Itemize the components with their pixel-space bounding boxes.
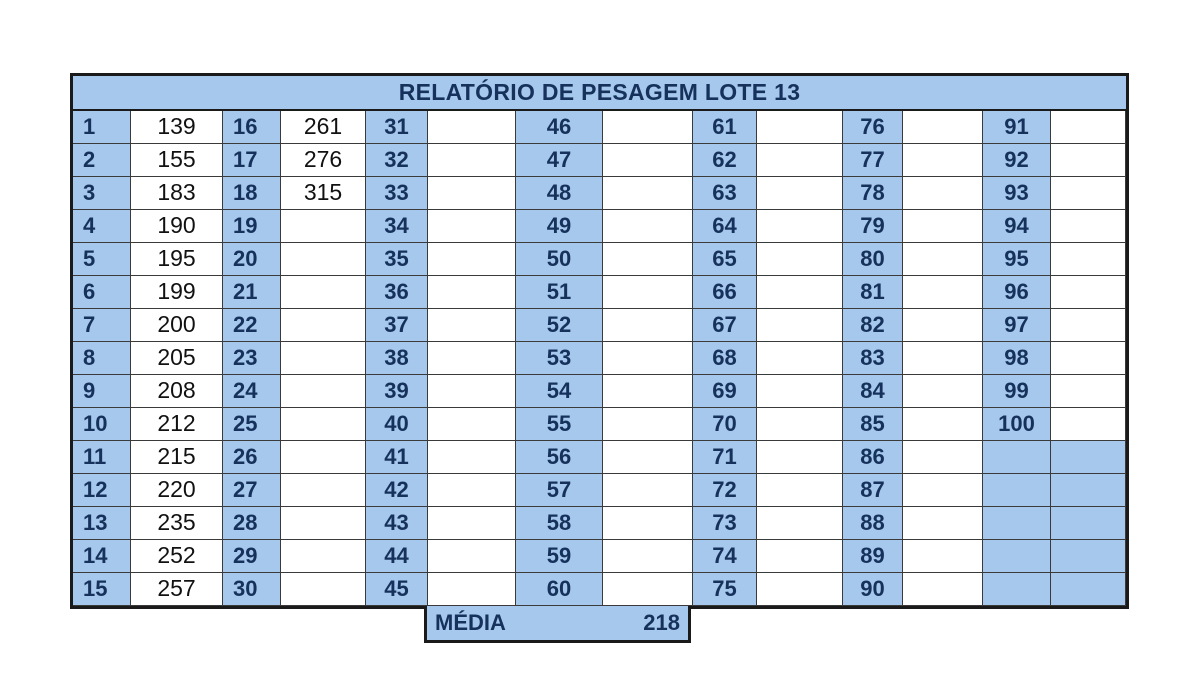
weight-value: 183 — [131, 177, 223, 210]
animal-number: 64 — [693, 210, 757, 243]
weight-column-5 — [757, 111, 843, 606]
animal-number: 41 — [366, 441, 428, 474]
animal-number — [983, 507, 1051, 540]
animal-number: 69 — [693, 375, 757, 408]
animal-number: 49 — [516, 210, 603, 243]
animal-number: 40 — [366, 408, 428, 441]
weight-value — [281, 243, 366, 276]
weight-value — [428, 540, 516, 573]
animal-number: 56 — [516, 441, 603, 474]
weight-value — [603, 309, 693, 342]
weight-value: 190 — [131, 210, 223, 243]
animal-number: 38 — [366, 342, 428, 375]
weight-value — [603, 441, 693, 474]
weight-value — [757, 243, 843, 276]
animal-number: 6 — [73, 276, 131, 309]
weight-value — [757, 375, 843, 408]
animal-number: 51 — [516, 276, 603, 309]
weight-value — [903, 111, 983, 144]
animal-number: 3 — [73, 177, 131, 210]
weight-value — [603, 210, 693, 243]
animal-number: 26 — [223, 441, 281, 474]
animal-number: 94 — [983, 210, 1051, 243]
number-column-7 — [983, 111, 1051, 606]
number-column-2 — [223, 111, 281, 606]
weight-column-4 — [603, 111, 693, 606]
animal-number: 10 — [73, 408, 131, 441]
animal-number: 22 — [223, 309, 281, 342]
weight-value — [428, 276, 516, 309]
animal-number: 7 — [73, 309, 131, 342]
animal-number: 54 — [516, 375, 603, 408]
weight-value: 235 — [131, 507, 223, 540]
weight-value — [757, 540, 843, 573]
weight-value — [603, 243, 693, 276]
animal-number: 1 — [73, 111, 131, 144]
animal-number: 32 — [366, 144, 428, 177]
weight-value — [1051, 441, 1126, 474]
weight-value — [1051, 243, 1126, 276]
animal-number: 84 — [843, 375, 903, 408]
animal-number: 71 — [693, 441, 757, 474]
animal-number: 18 — [223, 177, 281, 210]
animal-number: 90 — [843, 573, 903, 606]
weight-value — [757, 441, 843, 474]
weight-value: 215 — [131, 441, 223, 474]
weight-value — [1051, 111, 1126, 144]
weight-value — [903, 210, 983, 243]
animal-number — [983, 474, 1051, 507]
animal-number: 11 — [73, 441, 131, 474]
animal-number: 67 — [693, 309, 757, 342]
animal-number: 43 — [366, 507, 428, 540]
animal-number: 81 — [843, 276, 903, 309]
weight-value — [757, 276, 843, 309]
weight-value — [757, 507, 843, 540]
animal-number: 23 — [223, 342, 281, 375]
weight-value — [757, 573, 843, 606]
animal-number: 53 — [516, 342, 603, 375]
weight-value — [603, 540, 693, 573]
animal-number: 37 — [366, 309, 428, 342]
weight-value — [1051, 573, 1126, 606]
weight-value — [757, 342, 843, 375]
weight-value — [428, 507, 516, 540]
animal-number: 4 — [73, 210, 131, 243]
average-row — [424, 606, 691, 643]
animal-number: 24 — [223, 375, 281, 408]
weight-value — [428, 309, 516, 342]
weight-value — [903, 540, 983, 573]
weight-value — [1051, 507, 1126, 540]
weight-value — [281, 474, 366, 507]
animal-number — [983, 540, 1051, 573]
weight-value — [1051, 408, 1126, 441]
weight-value — [281, 342, 366, 375]
animal-number: 16 — [223, 111, 281, 144]
weight-value — [281, 375, 366, 408]
weight-value: 212 — [131, 408, 223, 441]
animal-number: 55 — [516, 408, 603, 441]
weight-value — [903, 375, 983, 408]
weight-value — [281, 309, 366, 342]
weight-value — [428, 177, 516, 210]
weight-value: 139 — [131, 111, 223, 144]
weight-value — [757, 309, 843, 342]
weight-value — [757, 111, 843, 144]
weight-value — [281, 276, 366, 309]
weight-value — [903, 408, 983, 441]
animal-number — [983, 441, 1051, 474]
animal-number: 76 — [843, 111, 903, 144]
weight-value — [428, 342, 516, 375]
animal-number: 92 — [983, 144, 1051, 177]
weight-value — [757, 408, 843, 441]
weight-value: 261 — [281, 111, 366, 144]
animal-number: 42 — [366, 474, 428, 507]
animal-number: 45 — [366, 573, 428, 606]
weight-value: 276 — [281, 144, 366, 177]
weight-value — [903, 342, 983, 375]
weight-value — [603, 276, 693, 309]
number-column-4 — [516, 111, 603, 606]
animal-number: 33 — [366, 177, 428, 210]
weight-value — [1051, 540, 1126, 573]
weight-value: 208 — [131, 375, 223, 408]
weight-value: 195 — [131, 243, 223, 276]
weight-value — [281, 540, 366, 573]
weight-value — [903, 441, 983, 474]
animal-number: 96 — [983, 276, 1051, 309]
animal-number: 36 — [366, 276, 428, 309]
weight-value — [903, 474, 983, 507]
weight-value — [1051, 210, 1126, 243]
animal-number: 58 — [516, 507, 603, 540]
animal-number: 27 — [223, 474, 281, 507]
weight-value — [1051, 342, 1126, 375]
average-value: 218 — [643, 610, 680, 635]
animal-number: 19 — [223, 210, 281, 243]
animal-number: 48 — [516, 177, 603, 210]
average-label: MÉDIA — [435, 610, 506, 635]
weight-value — [428, 573, 516, 606]
animal-number: 35 — [366, 243, 428, 276]
weight-value: 205 — [131, 342, 223, 375]
weight-value: 220 — [131, 474, 223, 507]
animal-number: 17 — [223, 144, 281, 177]
animal-number: 47 — [516, 144, 603, 177]
animal-number: 21 — [223, 276, 281, 309]
animal-number: 97 — [983, 309, 1051, 342]
animal-number: 66 — [693, 276, 757, 309]
weight-value — [281, 408, 366, 441]
weight-value — [1051, 276, 1126, 309]
animal-number: 65 — [693, 243, 757, 276]
animal-number: 95 — [983, 243, 1051, 276]
weight-value — [281, 210, 366, 243]
weight-value — [757, 210, 843, 243]
animal-number: 25 — [223, 408, 281, 441]
weight-value — [428, 144, 516, 177]
animal-number: 28 — [223, 507, 281, 540]
animal-number: 2 — [73, 144, 131, 177]
animal-number: 86 — [843, 441, 903, 474]
animal-number: 31 — [366, 111, 428, 144]
animal-number: 83 — [843, 342, 903, 375]
weight-value — [603, 144, 693, 177]
weight-value — [903, 309, 983, 342]
weight-value — [603, 408, 693, 441]
number-column-3 — [366, 111, 428, 606]
weight-column-6 — [903, 111, 983, 606]
weight-value — [903, 276, 983, 309]
animal-number: 70 — [693, 408, 757, 441]
weight-value — [281, 441, 366, 474]
weight-value — [903, 507, 983, 540]
weight-value — [1051, 309, 1126, 342]
animal-number: 52 — [516, 309, 603, 342]
weight-value — [757, 474, 843, 507]
weight-value — [428, 408, 516, 441]
report-title: RELATÓRIO DE PESAGEM LOTE 13 — [73, 76, 1126, 111]
weight-value — [603, 342, 693, 375]
number-column-5 — [693, 111, 757, 606]
weight-value — [603, 111, 693, 144]
weight-column-7 — [1051, 111, 1126, 606]
animal-number: 99 — [983, 375, 1051, 408]
animal-number: 78 — [843, 177, 903, 210]
weight-column-3 — [428, 111, 516, 606]
weight-value — [428, 243, 516, 276]
weight-value — [903, 243, 983, 276]
weight-value — [428, 474, 516, 507]
weight-value — [1051, 474, 1126, 507]
weight-value — [603, 177, 693, 210]
weight-value — [603, 375, 693, 408]
animal-number: 73 — [693, 507, 757, 540]
weight-value: 252 — [131, 540, 223, 573]
animal-number: 87 — [843, 474, 903, 507]
number-column-1 — [73, 111, 131, 606]
animal-number: 80 — [843, 243, 903, 276]
animal-number: 75 — [693, 573, 757, 606]
animal-number: 57 — [516, 474, 603, 507]
weight-value: 155 — [131, 144, 223, 177]
weight-value: 199 — [131, 276, 223, 309]
weight-value: 315 — [281, 177, 366, 210]
weight-value — [757, 144, 843, 177]
animal-number: 5 — [73, 243, 131, 276]
animal-number: 60 — [516, 573, 603, 606]
weight-value — [757, 177, 843, 210]
animal-number: 72 — [693, 474, 757, 507]
animal-number: 8 — [73, 342, 131, 375]
weight-column-1 — [131, 111, 223, 606]
weight-value — [1051, 177, 1126, 210]
number-column-6 — [843, 111, 903, 606]
animal-number: 88 — [843, 507, 903, 540]
animal-number: 68 — [693, 342, 757, 375]
weight-column-2 — [281, 111, 366, 606]
animal-number: 61 — [693, 111, 757, 144]
animal-number: 85 — [843, 408, 903, 441]
animal-number: 63 — [693, 177, 757, 210]
weight-value — [281, 573, 366, 606]
animal-number: 98 — [983, 342, 1051, 375]
animal-number: 89 — [843, 540, 903, 573]
animal-number: 30 — [223, 573, 281, 606]
animal-number: 100 — [983, 408, 1051, 441]
animal-number: 77 — [843, 144, 903, 177]
animal-number: 13 — [73, 507, 131, 540]
weight-value — [428, 441, 516, 474]
animal-number: 39 — [366, 375, 428, 408]
animal-number: 9 — [73, 375, 131, 408]
animal-number: 59 — [516, 540, 603, 573]
weight-value — [903, 144, 983, 177]
animal-number: 15 — [73, 573, 131, 606]
animal-number: 20 — [223, 243, 281, 276]
animal-number: 44 — [366, 540, 428, 573]
animal-number — [983, 573, 1051, 606]
animal-number: 50 — [516, 243, 603, 276]
weight-value — [428, 111, 516, 144]
weight-value — [281, 507, 366, 540]
animal-number: 14 — [73, 540, 131, 573]
animal-number: 46 — [516, 111, 603, 144]
animal-number: 79 — [843, 210, 903, 243]
animal-number: 34 — [366, 210, 428, 243]
animal-number: 62 — [693, 144, 757, 177]
animal-number: 91 — [983, 111, 1051, 144]
animal-number: 29 — [223, 540, 281, 573]
weight-value — [428, 210, 516, 243]
weight-value — [603, 474, 693, 507]
weight-value — [1051, 375, 1126, 408]
animal-number: 93 — [983, 177, 1051, 210]
weight-value — [903, 573, 983, 606]
animal-number: 82 — [843, 309, 903, 342]
weighing-report-table — [70, 73, 1129, 609]
weight-value — [1051, 144, 1126, 177]
animal-number: 12 — [73, 474, 131, 507]
weight-value — [603, 573, 693, 606]
animal-number: 74 — [693, 540, 757, 573]
weight-value: 257 — [131, 573, 223, 606]
weight-value — [603, 507, 693, 540]
weight-value — [903, 177, 983, 210]
weight-value: 200 — [131, 309, 223, 342]
weight-value — [428, 375, 516, 408]
